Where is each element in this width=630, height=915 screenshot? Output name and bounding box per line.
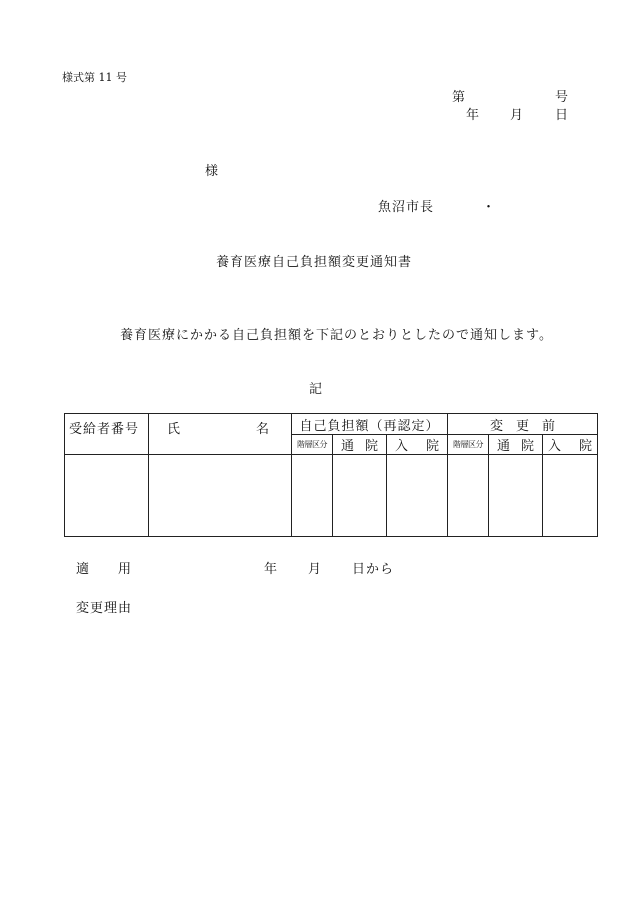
cell-inpatient-old[interactable] <box>543 455 598 537</box>
sender-title: 魚沼市長 <box>378 200 435 215</box>
date-month: 月 <box>510 108 524 123</box>
date-day: 日 <box>555 108 569 123</box>
table-row <box>65 455 598 537</box>
apply-year: 年 <box>264 562 278 577</box>
apply-label-1: 適 <box>76 562 90 577</box>
header-self-burden: 自己負担額（再認定） <box>292 414 448 435</box>
subheader-outpatient-new: 通 院 <box>333 435 387 455</box>
header-before-change: 変 更 前 <box>448 414 598 435</box>
burden-table <box>64 413 598 537</box>
cell-class-old[interactable] <box>448 455 489 537</box>
body-text: 養育医療にかかる自己負担額を下記のとおりとしたので通知します。 <box>120 328 553 343</box>
cell-inpatient-new[interactable] <box>387 455 448 537</box>
subheader-class-new: 階層区分 <box>292 435 333 455</box>
header-name: 氏 名 <box>149 414 292 455</box>
cell-recipient-number[interactable] <box>65 455 149 537</box>
subheader-class-old: 階層区分 <box>448 435 489 455</box>
seal-mark: ・ <box>482 200 496 215</box>
header-recipient-number: 受給者番号 <box>65 414 149 455</box>
cell-class-new[interactable] <box>292 455 333 537</box>
addressee-suffix: 様 <box>205 164 219 179</box>
number-prefix: 第 <box>452 90 466 105</box>
apply-from: 日から <box>352 562 395 577</box>
cell-outpatient-new[interactable] <box>333 455 387 537</box>
cell-outpatient-old[interactable] <box>489 455 543 537</box>
date-year: 年 <box>466 108 480 123</box>
apply-label-2: 用 <box>118 562 132 577</box>
subheader-outpatient-old: 通 院 <box>489 435 543 455</box>
subheader-inpatient-old: 入 院 <box>543 435 598 455</box>
form-number: 様式第 11 号 <box>62 71 127 84</box>
cell-name[interactable] <box>149 455 292 537</box>
number-suffix: 号 <box>555 90 569 105</box>
ki-heading: 記 <box>309 382 323 397</box>
document-title: 養育医療自己負担額変更通知書 <box>216 255 413 270</box>
subheader-inpatient-new: 入 院 <box>387 435 448 455</box>
change-reason-label: 変更理由 <box>76 601 133 616</box>
apply-month: 月 <box>308 562 322 577</box>
